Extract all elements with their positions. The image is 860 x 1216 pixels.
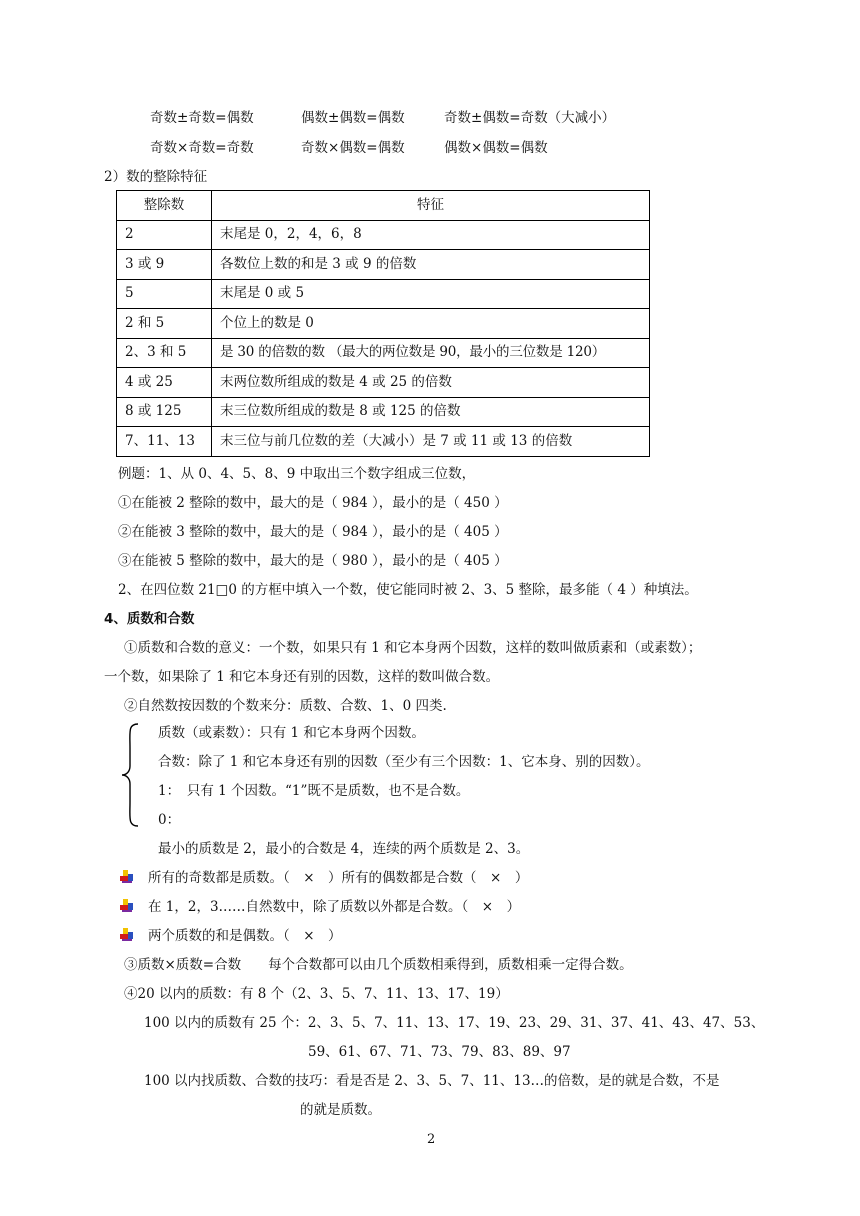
definition-line: 一个数，如果除了 1 和它本身还有别的因数，这样的数叫做合数。 [104, 669, 500, 685]
table-row [117, 397, 650, 427]
parity-rule: 奇数±奇数=偶数 [150, 110, 254, 126]
curly-brace-icon [120, 722, 140, 828]
bullet-icon [120, 870, 134, 884]
table-row [117, 309, 650, 339]
table-cell-feature: 各数位上数的和是 3 或 9 的倍数 [212, 250, 650, 280]
brace-item: 1： 只有 1 个因数。“1”既不是质数，也不是合数。 [158, 783, 470, 799]
parity-rule: 奇数×奇数=奇数 [150, 140, 254, 156]
example-item: ①在能被 2 整除的数中，最大的是（ 984 ），最小的是（ 450 ） [118, 495, 508, 511]
table-cell-divisor: 7、11、13 [117, 427, 212, 457]
primes-within-100: 100 以内的质数有 25 个：2、3、5、7、11、13、17、19、23、29、31、37、41、43、47、53、 [144, 1015, 765, 1031]
example-question-2: 2、在四位数 21□0 的方框中填入一个数，使它能同时被 2、3、5 整除，最多能（ 4 ）种填法。 [118, 582, 698, 598]
page-number: 2 [427, 1132, 436, 1147]
judgment-item: 两个质数的和是偶数。（ × ） [148, 928, 342, 944]
prime-tip: 100 以内找质数、合数的技巧：看是否是 2、3、5、7、11、13…的倍数，是的就是合数，不是 [144, 1073, 720, 1089]
primes-within-20: ④20 以内的质数：有 8 个（2、3、5、7、11、13、17、19） [124, 986, 509, 1002]
table-cell-divisor: 2、3 和 5 [117, 338, 212, 368]
prime-tip-cont: 的就是质数。 [300, 1102, 381, 1118]
classification-line: ②自然数按因数的个数来分：质数、合数、1、0 四类. [124, 698, 447, 714]
example-intro: 例题：1、从 0、4、5、8、9 中取出三个数字组成三位数， [118, 466, 476, 482]
table-cell-feature: 末三位与前几位数的差（大减小）是 7 或 11 或 13 的倍数 [212, 427, 650, 457]
bullet-icon [120, 928, 134, 942]
table-row [117, 368, 650, 398]
judgment-item: 在 1，2，3……自然数中，除了质数以外都是合数。（ × ） [148, 899, 521, 915]
smallest-numbers-note: 最小的质数是 2，最小的合数是 4，连续的两个质数是 2、3。 [158, 841, 530, 857]
section-title: 4、质数和合数 [104, 611, 195, 627]
parity-rule: 偶数±偶数=偶数 [301, 110, 405, 126]
table-cell-divisor: 2 [117, 220, 212, 250]
table-cell-feature: 末三位数所组成的数是 8 或 125 的倍数 [212, 397, 650, 427]
product-rule: ③质数×质数=合数 每个合数都可以由几个质数相乘得到，质数相乘一定得合数。 [124, 957, 633, 973]
table-cell-feature: 是 30 的倍数的数 （最大的两位数是 90，最小的三位数是 120） [212, 338, 650, 368]
table-cell-feature: 个位上的数是 0 [212, 309, 650, 339]
table-row [117, 279, 650, 309]
primes-within-100-cont: 59、61、67、71、73、79、83、89、97 [308, 1044, 571, 1060]
definition-line: ①质数和合数的意义：一个数，如果只有 1 和它本身两个因数，这样的数叫做质素和（或素数）； [124, 640, 702, 656]
table-row [117, 338, 650, 368]
table-cell-feature: 末尾是 0 或 5 [212, 279, 650, 309]
example-item: ②在能被 3 整除的数中，最大的是（ 984 ），最小的是（ 405 ） [118, 524, 508, 540]
divisibility-table [116, 190, 650, 457]
brace-item: 合数：除了 1 和它本身还有别的因数（至少有三个因数：1、它本身、别的因数）。 [158, 754, 650, 770]
bullet-icon [120, 899, 134, 913]
table-cell-feature: 末尾是 0，2，4，6，8 [212, 220, 650, 250]
table-cell-divisor: 2 和 5 [117, 309, 212, 339]
table-cell-divisor: 3 或 9 [117, 250, 212, 280]
table-cell-divisor: 4 或 25 [117, 368, 212, 398]
table-header-row [117, 191, 650, 221]
parity-rule: 偶数×偶数=偶数 [444, 140, 548, 156]
section-heading: 2）数的整除特征 [104, 169, 208, 185]
brace-item: 质数（或素数）：只有 1 和它本身两个因数。 [158, 725, 425, 741]
table-row [117, 220, 650, 250]
table-header-cell: 整除数 [117, 191, 212, 221]
parity-rule: 奇数±偶数=奇数（大减小） [444, 110, 616, 126]
brace-item: 0： [158, 812, 181, 828]
table-cell-divisor: 8 或 125 [117, 397, 212, 427]
table-row [117, 250, 650, 280]
table-cell-divisor: 5 [117, 279, 212, 309]
table-row [117, 427, 650, 457]
example-item: ③在能被 5 整除的数中，最大的是（ 980 ），最小的是（ 405 ） [118, 553, 508, 569]
parity-rule: 奇数×偶数=偶数 [301, 140, 405, 156]
judgment-item: 所有的奇数都是质数。（ × ）所有的偶数都是合数（ × ） [148, 870, 529, 886]
table-header-cell: 特征 [212, 191, 650, 221]
table-cell-feature: 末两位数所组成的数是 4 或 25 的倍数 [212, 368, 650, 398]
